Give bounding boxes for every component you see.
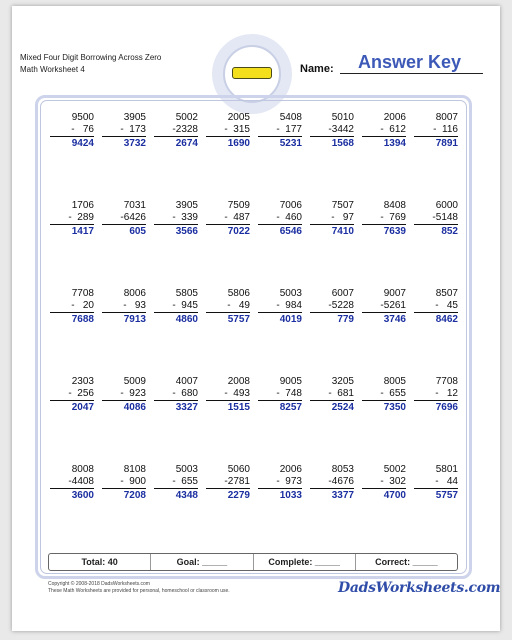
subtrahend: - 900 bbox=[102, 476, 146, 489]
minuend: 5009 bbox=[123, 376, 146, 387]
subtrahend: - 923 bbox=[102, 388, 146, 401]
answer: 2524 bbox=[331, 402, 354, 413]
answer: 852 bbox=[441, 226, 458, 237]
subtrahend: - 45 bbox=[414, 300, 458, 313]
answer: 7410 bbox=[331, 226, 354, 237]
subtraction-problem bbox=[414, 376, 458, 415]
subtraction-problem bbox=[154, 200, 198, 239]
answer: 3377 bbox=[331, 490, 354, 501]
problem-row bbox=[46, 112, 460, 200]
answer: 7350 bbox=[383, 402, 406, 413]
answer: 7891 bbox=[435, 138, 458, 149]
answer-key-label: Answer Key bbox=[358, 52, 462, 72]
subtrahend: - 49 bbox=[206, 300, 250, 313]
subtrahend: - 339 bbox=[154, 212, 198, 225]
answer: 5231 bbox=[279, 138, 302, 149]
answer: 5757 bbox=[435, 490, 458, 501]
subtrahend: -2328 bbox=[154, 124, 198, 137]
answer: 5757 bbox=[227, 314, 250, 325]
subtraction-problem bbox=[258, 112, 302, 151]
subtrahend: - 460 bbox=[258, 212, 302, 225]
subtraction-problem bbox=[50, 288, 94, 327]
subtrahend: - 315 bbox=[206, 124, 250, 137]
subtraction-problem bbox=[206, 200, 250, 239]
subtrahend: - 680 bbox=[154, 388, 198, 401]
subtrahend: - 612 bbox=[362, 124, 406, 137]
answer: 7696 bbox=[435, 402, 458, 413]
minuend: 7006 bbox=[279, 200, 302, 211]
minuend: 1706 bbox=[71, 200, 94, 211]
answer: 1515 bbox=[227, 402, 250, 413]
minuend: 9005 bbox=[279, 376, 302, 387]
subtraction-problem bbox=[414, 112, 458, 151]
subtrahend: - 681 bbox=[310, 388, 354, 401]
subtraction-problem bbox=[154, 288, 198, 327]
subtraction-problem bbox=[50, 376, 94, 415]
subtrahend: -4408 bbox=[50, 476, 94, 489]
subtrahend: -5148 bbox=[414, 212, 458, 225]
copyright bbox=[48, 581, 230, 595]
subtraction-problem bbox=[258, 288, 302, 327]
answer: 2047 bbox=[71, 402, 94, 413]
subtraction-problem bbox=[154, 376, 198, 415]
minuend: 5003 bbox=[175, 464, 198, 475]
answer: 3566 bbox=[175, 226, 198, 237]
minuend: 7708 bbox=[71, 288, 94, 299]
minuend: 5002 bbox=[175, 112, 198, 123]
correct-cell: Correct: _____ bbox=[375, 557, 438, 567]
subtrahend: - 493 bbox=[206, 388, 250, 401]
minuend: 5408 bbox=[279, 112, 302, 123]
subtrahend: -5261 bbox=[362, 300, 406, 313]
answer: 1690 bbox=[227, 138, 250, 149]
subtrahend: - 20 bbox=[50, 300, 94, 313]
name-line bbox=[340, 73, 483, 74]
subtrahend: - 173 bbox=[102, 124, 146, 137]
title-line-2: Math Worksheet 4 bbox=[20, 65, 85, 74]
subtraction-problem bbox=[50, 200, 94, 239]
subtrahend: -4676 bbox=[310, 476, 354, 489]
subtraction-problem bbox=[50, 464, 94, 503]
answer: 2674 bbox=[175, 138, 198, 149]
answer: 4348 bbox=[175, 490, 198, 501]
answer: 7022 bbox=[227, 226, 250, 237]
subtraction-problem bbox=[206, 376, 250, 415]
subtraction-problem bbox=[414, 464, 458, 503]
problems-grid bbox=[46, 112, 460, 552]
answer: 6546 bbox=[279, 226, 302, 237]
minuend: 8108 bbox=[123, 464, 146, 475]
subtraction-problem bbox=[414, 288, 458, 327]
complete-cell: Complete: _____ bbox=[254, 554, 356, 570]
goal-cell: Goal: _____ bbox=[151, 554, 253, 570]
minuend: 2006 bbox=[279, 464, 302, 475]
subtraction-problem bbox=[414, 200, 458, 239]
minuend: 5806 bbox=[227, 288, 250, 299]
subtrahend: - 97 bbox=[310, 212, 354, 225]
subtrahend: - 655 bbox=[362, 388, 406, 401]
minuend: 2008 bbox=[227, 376, 250, 387]
answer: 7639 bbox=[383, 226, 406, 237]
minuend: 7031 bbox=[123, 200, 146, 211]
answer: 9424 bbox=[71, 138, 94, 149]
subtraction-problem bbox=[258, 464, 302, 503]
subtraction-problem bbox=[102, 200, 146, 239]
subtraction-problem bbox=[154, 112, 198, 151]
copyright-line-2: These Math Worksheets are provided for personal, homeschool or classroom use. bbox=[48, 588, 230, 594]
title-line-1: Mixed Four Digit Borrowing Across Zero bbox=[20, 53, 162, 62]
answer: 1394 bbox=[383, 138, 406, 149]
subtrahend: - 748 bbox=[258, 388, 302, 401]
answer: 3746 bbox=[383, 314, 406, 325]
minuend: 7509 bbox=[227, 200, 250, 211]
subtrahend: - 984 bbox=[258, 300, 302, 313]
answer: 1568 bbox=[331, 138, 354, 149]
subtrahend: -3442 bbox=[310, 124, 354, 137]
copyright-line-1: Copyright © 2008-2018 DadsWorksheets.com bbox=[48, 581, 150, 587]
subtraction-problem bbox=[206, 112, 250, 151]
subtrahend: - 93 bbox=[102, 300, 146, 313]
minuend: 8005 bbox=[383, 376, 406, 387]
answer: 4019 bbox=[279, 314, 302, 325]
worksheet-title bbox=[20, 52, 161, 76]
subtrahend: - 945 bbox=[154, 300, 198, 313]
subtraction-problem bbox=[206, 288, 250, 327]
minuend: 3205 bbox=[331, 376, 354, 387]
subtraction-problem bbox=[258, 200, 302, 239]
answer: 4086 bbox=[123, 402, 146, 413]
subtraction-problem bbox=[102, 464, 146, 503]
minuend: 5003 bbox=[279, 288, 302, 299]
minuend: 9007 bbox=[383, 288, 406, 299]
subtraction-problem bbox=[206, 464, 250, 503]
minuend: 7507 bbox=[331, 200, 354, 211]
subtrahend: - 177 bbox=[258, 124, 302, 137]
subtrahend: - 116 bbox=[414, 124, 458, 137]
subtraction-problem bbox=[362, 200, 406, 239]
subtrahend: - 44 bbox=[414, 476, 458, 489]
problem-row bbox=[46, 200, 460, 288]
subtraction-problem bbox=[102, 112, 146, 151]
answer: 3327 bbox=[175, 402, 198, 413]
minuend: 2303 bbox=[71, 376, 94, 387]
dadsworksheets-logo: DadsWorksheets.com bbox=[338, 580, 501, 596]
subtraction-problem bbox=[102, 288, 146, 327]
subtraction-problem bbox=[258, 376, 302, 415]
subtrahend: -5228 bbox=[310, 300, 354, 313]
subtraction-problem bbox=[310, 112, 354, 151]
minuend: 5002 bbox=[383, 464, 406, 475]
answer: 4700 bbox=[383, 490, 406, 501]
subtrahend: -6426 bbox=[102, 212, 146, 225]
minuend: 6000 bbox=[435, 200, 458, 211]
subtrahend: - 302 bbox=[362, 476, 406, 489]
answer: 4860 bbox=[175, 314, 198, 325]
problem-row bbox=[46, 288, 460, 376]
subtrahend: - 655 bbox=[154, 476, 198, 489]
minuend: 8008 bbox=[71, 464, 94, 475]
pencil-icon bbox=[232, 67, 272, 79]
subtraction-problem bbox=[362, 376, 406, 415]
answer: 8462 bbox=[435, 314, 458, 325]
subtrahend: - 256 bbox=[50, 388, 94, 401]
minuend: 5060 bbox=[227, 464, 250, 475]
minuend: 2005 bbox=[227, 112, 250, 123]
answer: 7913 bbox=[123, 314, 146, 325]
subtrahend: - 769 bbox=[362, 212, 406, 225]
minuend: 5801 bbox=[435, 464, 458, 475]
subtrahend: - 289 bbox=[50, 212, 94, 225]
minuend: 7708 bbox=[435, 376, 458, 387]
total-cell: Total: 40 bbox=[49, 554, 151, 570]
answer: 2279 bbox=[227, 490, 250, 501]
answer: 8257 bbox=[279, 402, 302, 413]
answer: 605 bbox=[129, 226, 146, 237]
subtraction-problem bbox=[310, 464, 354, 503]
minuend: 8007 bbox=[435, 112, 458, 123]
minuend: 8507 bbox=[435, 288, 458, 299]
subtrahend: - 76 bbox=[50, 124, 94, 137]
answer: 7208 bbox=[123, 490, 146, 501]
answer: 3732 bbox=[123, 138, 146, 149]
minuend: 8408 bbox=[383, 200, 406, 211]
subtraction-problem bbox=[310, 376, 354, 415]
subtrahend: -2781 bbox=[206, 476, 250, 489]
minuend: 6007 bbox=[331, 288, 354, 299]
minuend: 4007 bbox=[175, 376, 198, 387]
score-footer bbox=[48, 553, 458, 571]
minuend: 5805 bbox=[175, 288, 198, 299]
minuend: 3905 bbox=[175, 200, 198, 211]
subtraction-problem bbox=[310, 200, 354, 239]
answer: 1417 bbox=[71, 226, 94, 237]
subtraction-problem bbox=[50, 112, 94, 151]
subtraction-problem bbox=[154, 464, 198, 503]
subtrahend: - 487 bbox=[206, 212, 250, 225]
minuend: 8006 bbox=[123, 288, 146, 299]
subtraction-problem bbox=[362, 112, 406, 151]
problem-row bbox=[46, 464, 460, 552]
answer: 7688 bbox=[71, 314, 94, 325]
minuend: 8053 bbox=[331, 464, 354, 475]
subtraction-problem bbox=[310, 288, 354, 327]
subtraction-problem bbox=[102, 376, 146, 415]
subtrahend: - 12 bbox=[414, 388, 458, 401]
subtraction-problem bbox=[362, 288, 406, 327]
answer: 779 bbox=[337, 314, 354, 325]
answer: 3600 bbox=[71, 490, 94, 501]
minuend: 3905 bbox=[123, 112, 146, 123]
minuend: 9500 bbox=[71, 112, 94, 123]
problem-row bbox=[46, 376, 460, 464]
subtrahend: - 973 bbox=[258, 476, 302, 489]
name-label: Name: bbox=[300, 63, 334, 75]
minuend: 5010 bbox=[331, 112, 354, 123]
minuend: 2006 bbox=[383, 112, 406, 123]
answer: 1033 bbox=[279, 490, 302, 501]
subtraction-problem bbox=[362, 464, 406, 503]
